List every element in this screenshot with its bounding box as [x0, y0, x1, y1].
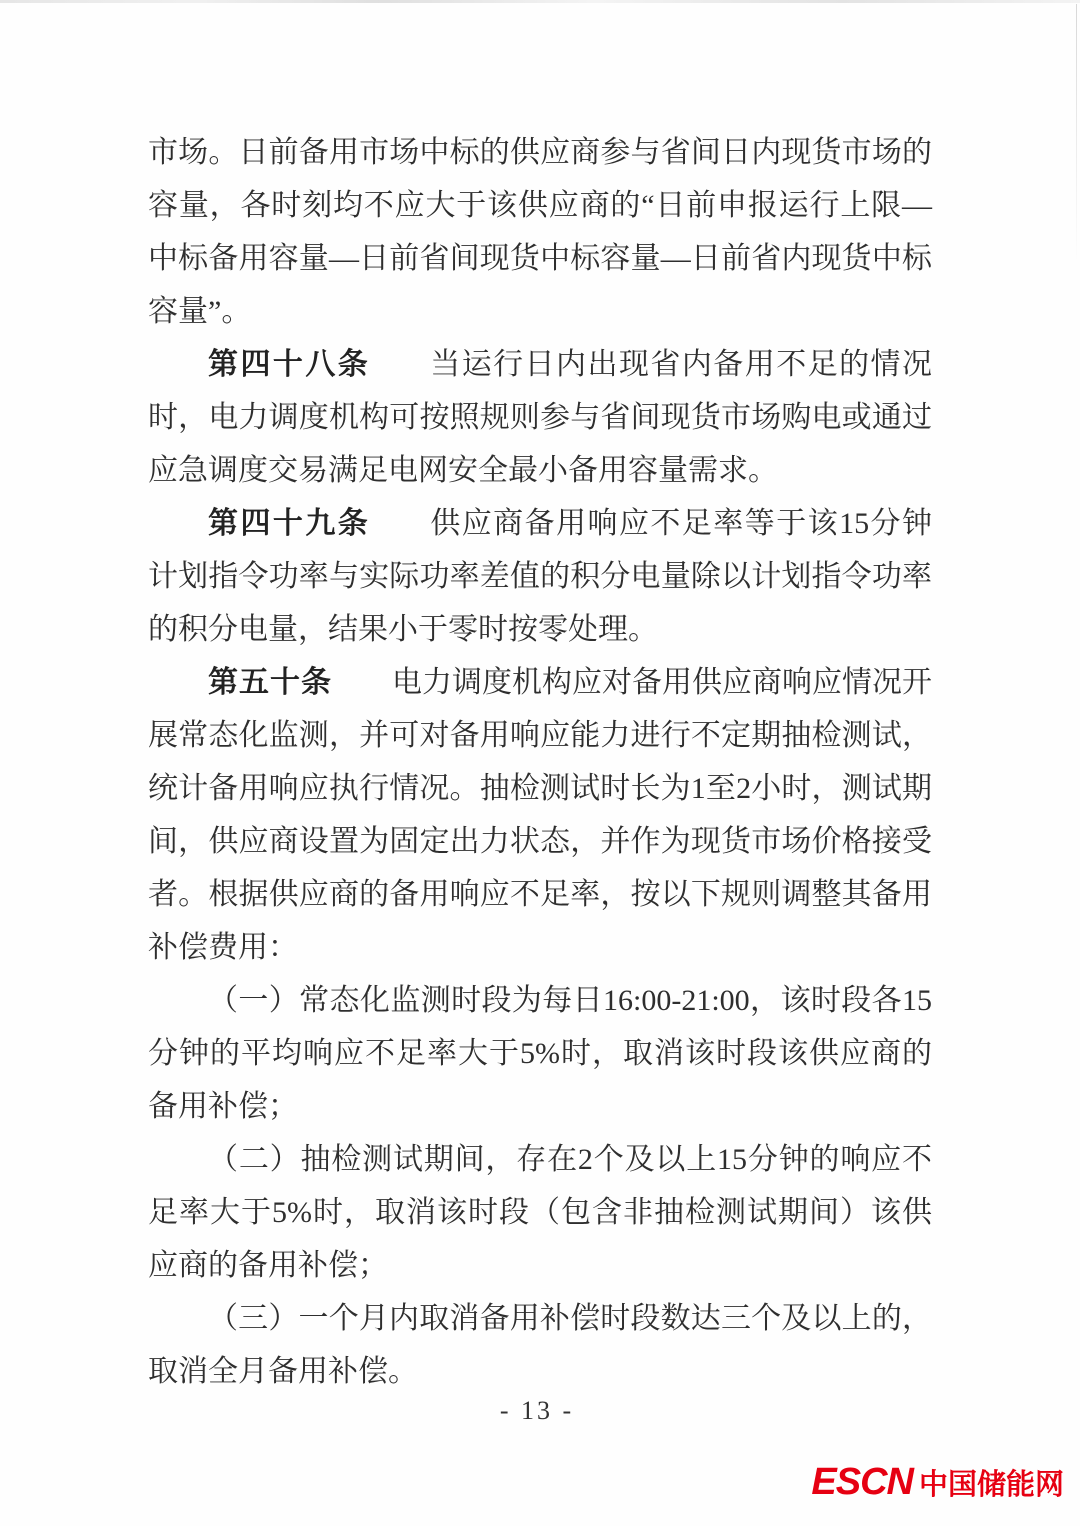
article-48-heading: 第四十八条	[208, 348, 371, 381]
paragraph-text: （一）常态化监测时段为每日16:00-21:00，该时段各15分钟的平均响应不足率大于5%时，取消该时段该供应商的备用补偿；	[148, 984, 932, 1123]
paragraph-text: 当运行日内出现省内备用不足的情况时，电力调度机构可按照规则参与省间现货市场购电或通过应急调度交易满足电网安全最小备用容量需求。	[148, 348, 932, 487]
paragraph-text: （三）一个月内取消备用补偿时段数达三个及以上的，取消全月备用补偿。	[148, 1302, 932, 1388]
paragraph-item-1	[148, 974, 932, 1133]
paragraph-article-50	[148, 656, 932, 974]
document-body	[148, 126, 932, 1398]
paragraph-text: 电力调度机构应对备用供应商响应情况开展常态化监测，并可对备用响应能力进行不定期抽检测试，统计备用响应执行情况。抽检测试时长为1至2小时，测试期间，供应商设置为固定出力状态，并作为现货市场价格接受者。根据供应商的备用响应不足率，按以下规则调整其备用补偿费用：	[148, 666, 932, 964]
paragraph-text: （二）抽检测试期间，存在2个及以上15分钟的响应不足率大于5%时，取消该时段（包含非抽检测试期间）该供应商的备用补偿；	[148, 1143, 932, 1282]
paragraph-article-49	[148, 497, 932, 656]
page-number: - 13 -	[499, 1396, 575, 1425]
paragraph-continuation	[148, 126, 932, 338]
scan-right-edge-artifact	[1076, 4, 1077, 264]
scan-top-edge-artifact	[0, 0, 1080, 3]
paragraph-text: 市场。日前备用市场中标的供应商参与省间日内现货市场的容量，各时刻均不应大于该供应商的“日前申报运行上限—中标备用容量—日前省间现货中标容量—日前省内现货中标容量”。	[148, 136, 932, 328]
escn-logo-latin-text: ESCN	[811, 1461, 913, 1503]
article-49-heading: 第四十九条	[208, 507, 371, 540]
escn-watermark-logo	[811, 1461, 1064, 1504]
escn-logo-chinese-text: 中国储能网	[918, 1469, 1064, 1501]
paragraph-article-48	[148, 338, 932, 497]
paragraph-text: 供应商备用响应不足率等于该15分钟计划指令功率与实际功率差值的积分电量除以计划指令功率的积分电量，结果小于零时按零处理。	[148, 507, 932, 646]
paragraph-item-2	[148, 1133, 932, 1292]
article-50-heading: 第五十条	[208, 666, 332, 699]
paragraph-item-3	[148, 1292, 932, 1398]
